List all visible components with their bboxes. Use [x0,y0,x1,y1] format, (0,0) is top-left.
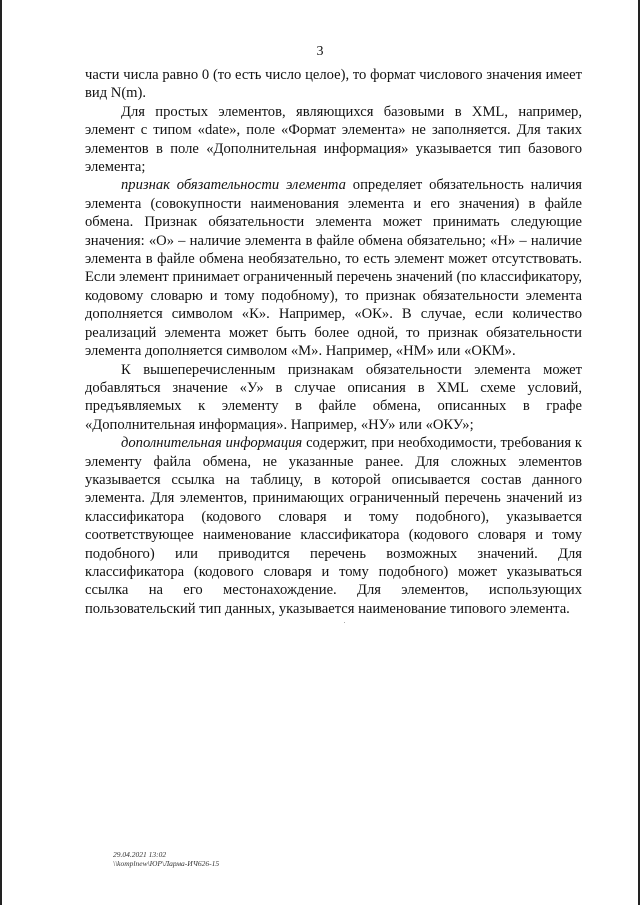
paragraph-text: содержит, при необходимости, требования к элементу файла обмена, не указанные ранее. Для сложных элементов указывается ссылка на таблицу, в которой описывается состав данного элемента. Для элементов, принимающих ограниченный перечень значений из классификатора (кодового словаря и тому подобного), указывается соответствующее наименование классификатора (кодового словаря и тому подобного) или приводится перечень возможных значений. Для классификатора (кодового словаря и тому подобного) может указываться ссылка на его местонахождение. Для элементов, использующих пользовательский тип данных, указывается наименование типового элемента. [85,435,582,617]
footer-timestamp: 29.04.2021 13:02 [113,850,167,859]
paragraph-text: части числа равно 0 (то есть число целое), то формат числового значения имеет вид N(m). [85,67,582,102]
paragraph-text: Для простых элементов, являющихся базовыми в XML, например, элемент с типом «date», поле «Формат элемента» не заполняется. Для таких элементов в поле «Дополнительная информация» указывается тип базового элемента; [85,103,582,176]
paragraph-continuation [85,66,582,103]
scan-speck [344,622,345,623]
paragraph-text: К вышеперечисленным признакам обязательности элемента может добавляться значение «У» в случае описания в XML схеме условий, предъявляемых к элементу в файле обмена, описанных в графе «Дополнительная информация». Например, «НУ» или «ОКУ»; [85,361,582,433]
paragraph-additional-info [85,434,582,618]
paragraph-condition-flag [85,361,582,435]
defined-term: признак обязательности элемента [121,177,346,194]
footer-file-path: \\komplnew\ЮР\Ларма-ИЧ626-15 [113,859,220,868]
document-body [85,66,582,618]
print-footer [113,850,219,868]
paragraph-required-flag [85,176,582,360]
paragraph-simple-elements [85,103,582,177]
defined-term: дополнительная информация [121,435,303,452]
scan-edge-left [0,0,2,905]
page-number: 3 [316,44,324,59]
paragraph-text: определяет обязательность наличия элемента (совокупности наименования элемента и его значения) в файле обмена. Признак обязательности элемента может принимать следующие значения: «О» – наличие элемента в файле обмена обязательно; «Н» – наличие элемента в файле обмена необязательно, то есть элемент может отсутствовать. Если элемент принимает ограниченный перечень значений (по классификатору, кодовому словарю и тому подобному), то признак обязательности элемента дополняется символом «К». Например, «ОК». В случае, если количество реализаций элемента может быть более одной, то признак обязательности элемента дополняется символом «М». Например, «НМ» или «ОКМ». [85,177,582,360]
